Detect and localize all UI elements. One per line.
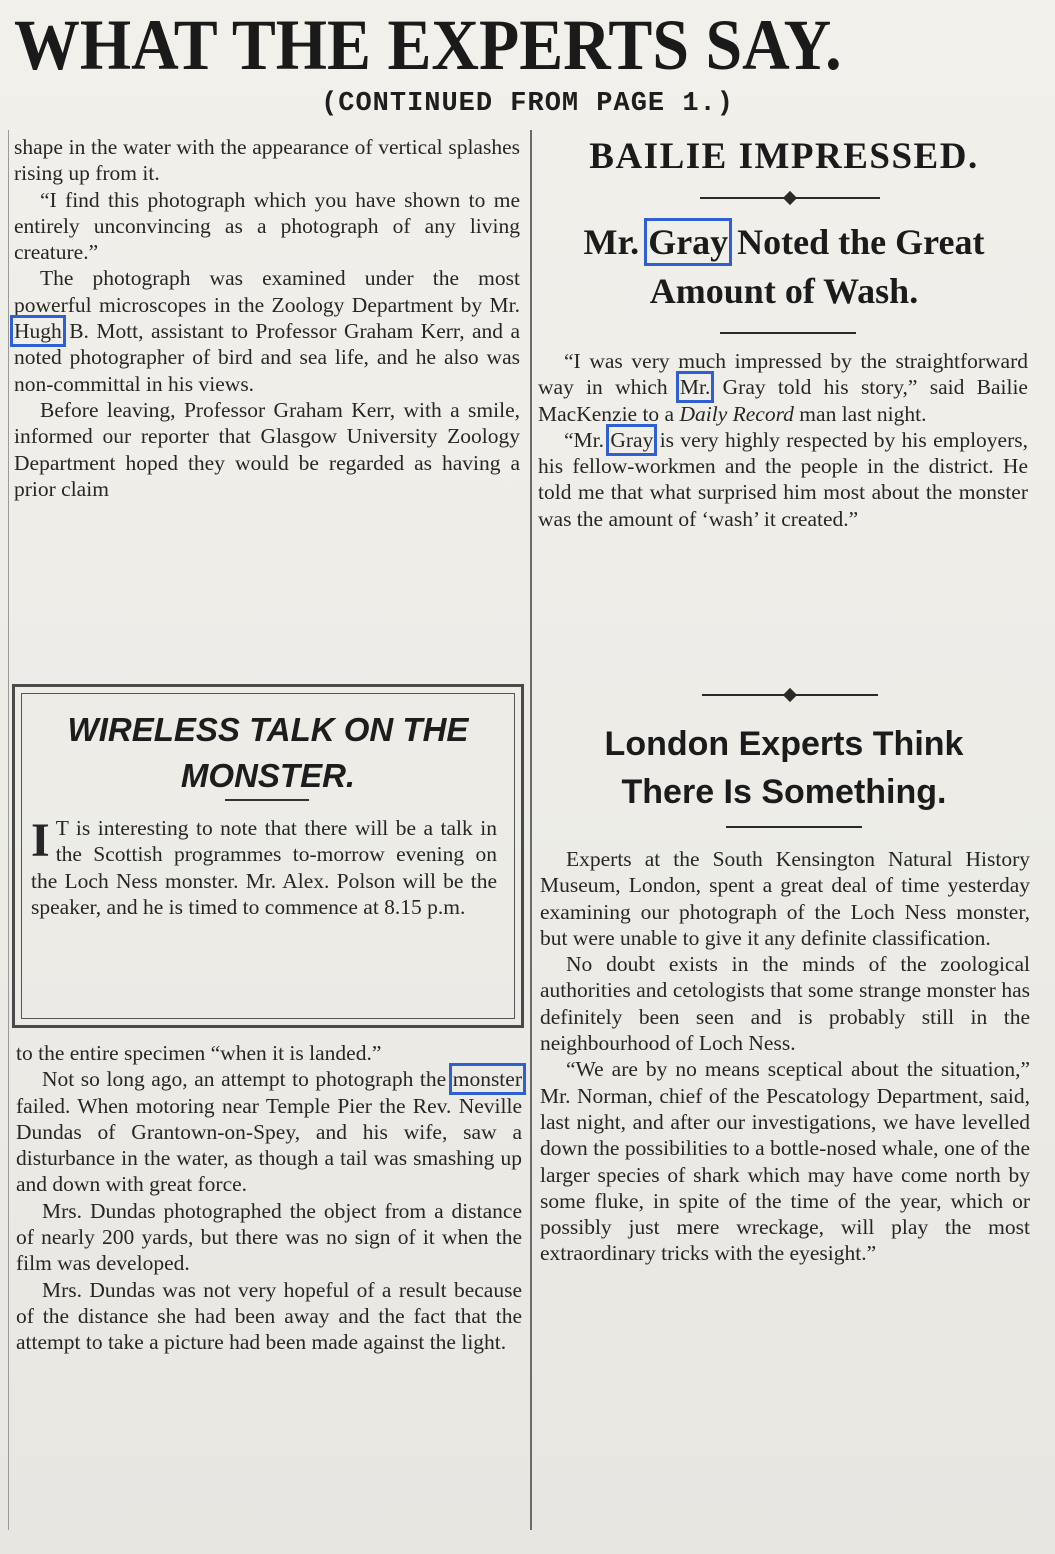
subheading-gray [536, 218, 1032, 316]
paragraph: No doubt exists in the minds of the zoological authorities and cetologists that some strange monster has definitely been seen and is probably still in the neighbourhood of Loch Ness. [540, 952, 1030, 1056]
left-edge-rule [8, 130, 9, 1530]
highlighted-word[interactable]: Mr. [679, 375, 711, 400]
text-run: Gray told his story,” said Bailie MacKenzie to a [538, 375, 1028, 426]
highlighted-word[interactable]: monster [452, 1067, 522, 1092]
paragraph [16, 1066, 522, 1197]
paragraph: “I find this photograph which you have shown to me entirely unconvincing as a photograph of any living creature.” [14, 187, 520, 265]
divider-rule [726, 826, 862, 828]
highlighted-word[interactable]: Gray [648, 222, 729, 262]
left-column-bottom [16, 1040, 522, 1356]
ornament-rule [700, 197, 880, 199]
text-run: is very highly respected by his employers, his fellow-workmen and the people in the district. He told me that what surprised him most about the monster was the amount of ‘wash’ it created.” [538, 427, 1029, 531]
text-run: Mr. [583, 222, 649, 262]
text-run: B. Mott, assistant to Professor Graham Kerr, and a noted photographer of bird and sea life, and he also was non-committal in his views. [14, 319, 520, 396]
text-run: Not so long ago, an attempt to photograph the [42, 1067, 453, 1092]
paragraph [538, 427, 1028, 532]
continued-note: (CONTINUED FROM PAGE 1.) [321, 89, 734, 119]
right-column-london-text [540, 846, 1030, 1267]
box-title [15, 707, 521, 799]
paragraph: “We are by no means sceptical about the situation,” Mr. Norman, chief of the Pescatology Department, said, last night, and after our investigations, we have levelled down the possibilities to a bottle-nosed whale, one of the larger species of shark which may have come north by some fluke, in spite of the time of the year, which or possibly just mere wreckage, will play the most extraordinary tricks with the eyesight.” [540, 1057, 1030, 1266]
paragraph: Mrs. Dundas photographed the object from a distance of nearly 200 yards, but there was no sign of it when the film was developed. [16, 1198, 522, 1276]
paragraph: to the entire specimen “when it is landed.” [16, 1041, 382, 1065]
text-run: The photograph was examined under the most powerful microscopes in the Zoology Department by Mr. [14, 266, 520, 317]
text-run: “I was very much impressed by the straightforward way in which [538, 349, 1028, 400]
paragraph: shape in the water with the appearance of vertical splashes rising up from it. [14, 135, 520, 186]
text-run: man last night. [793, 401, 927, 426]
heading-line: There Is Something. [621, 773, 947, 811]
ornament-rule [702, 694, 878, 696]
highlighted-word[interactable]: Hugh [14, 319, 62, 344]
box-divider [225, 799, 309, 801]
paragraph: Mrs. Dundas was not very hopeful of a result because of the distance she had been away and the fact that the attempt to take a picture had been made against the light. [16, 1277, 522, 1355]
newspaper-name: Daily Record [679, 401, 794, 426]
wireless-talk-box [12, 684, 524, 1028]
left-column-top [14, 134, 520, 502]
box-title-line: WIRELESS TALK ON THE [67, 711, 469, 748]
text-run: failed. When motoring near Temple Pier the Rev. Neville Dundas of Grantown-on-Spey, and his wife, saw a disturbance in the water, as though a tail was smashing up and down with great force. [16, 1093, 522, 1197]
paragraph [538, 348, 1028, 427]
highlighted-word[interactable]: Gray [610, 427, 654, 452]
section-heading-london [536, 720, 1032, 816]
box-text: T is interesting to note that there will be a talk in the Scottish programmes to-morrow evening on the Loch Ness monster. Mr. Alex. Polson will be the speaker, and he is timed to commence at 8.15 p.m. [31, 816, 497, 919]
section-heading-bailie: BAILIE IMPRESSED. [589, 136, 979, 177]
text-run: “Mr. [564, 427, 611, 452]
headline: WHAT THE EXPERTS SAY. [14, 5, 842, 85]
right-column-bailie-text [538, 348, 1028, 532]
paragraph: Experts at the South Kensington Natural History Museum, London, spent a great deal of time yesterday examining our photograph of the Loch Ness monster, but were unable to give it any definite classification. [540, 847, 1030, 950]
column-rule [530, 130, 532, 1530]
paragraph: Before leaving, Professor Graham Kerr, with a smile, informed our reporter that Glasgow University Zoology Department hoped they would be regarded as having a prior claim [14, 397, 520, 501]
box-body [31, 815, 497, 920]
paragraph [14, 265, 520, 396]
box-title-line: MONSTER. [180, 757, 356, 794]
drop-cap: I [31, 814, 50, 867]
text-run: Noted the Great Amount of Wash. [649, 222, 985, 311]
heading-line: London Experts Think [604, 725, 964, 763]
divider-rule [720, 332, 856, 334]
